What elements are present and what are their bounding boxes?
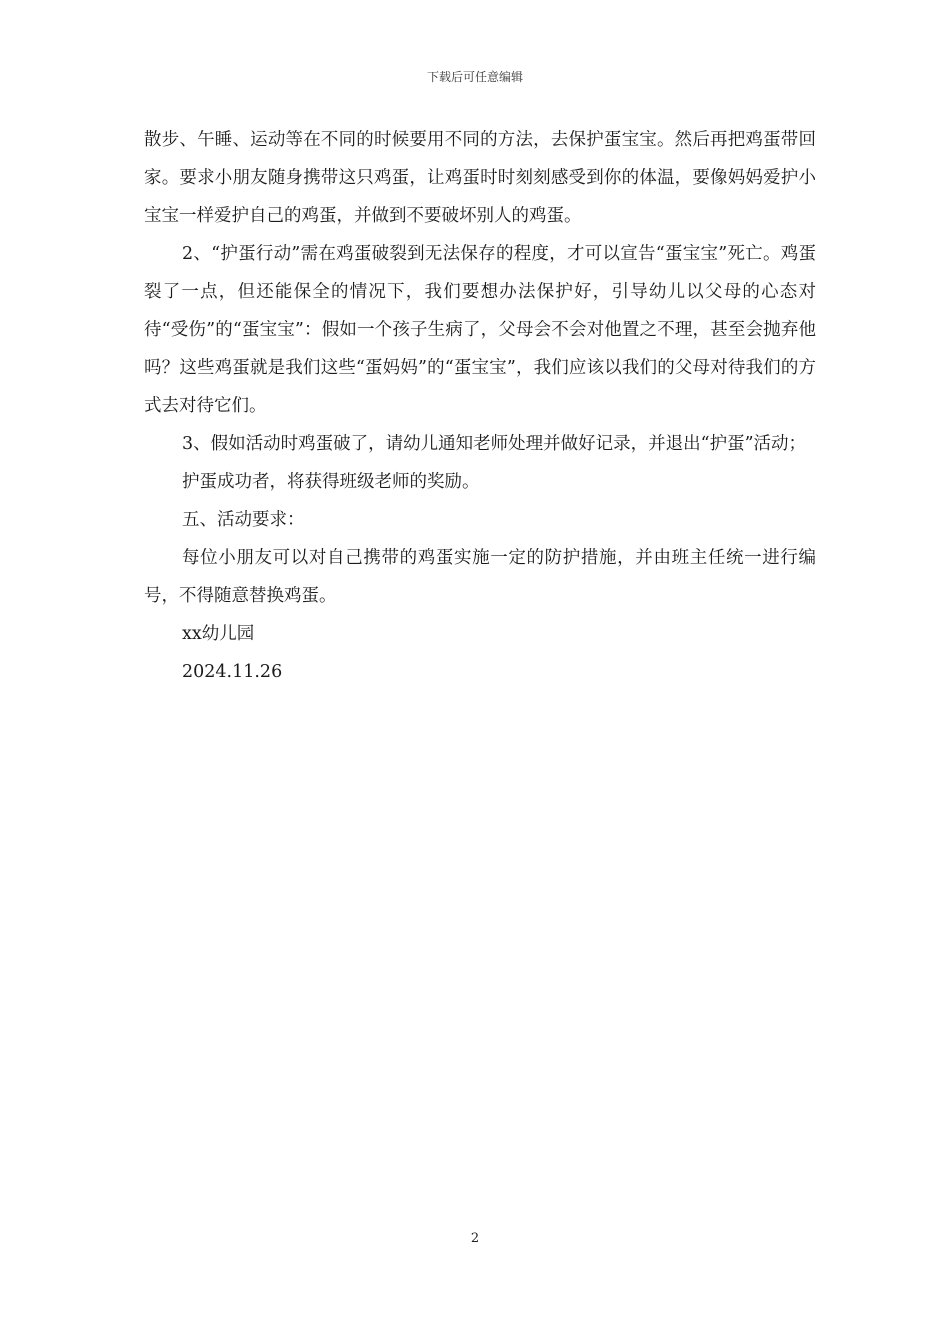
signature-date: 2024.11.26 (182, 662, 283, 682)
paragraph-item-3: 3、假如活动时鸡蛋破了，请幼儿通知老师处理并做好记录，并退出“护蛋”活动； (182, 434, 807, 454)
signature-organization: xx幼儿园 (182, 624, 255, 644)
paragraph-continuation: 散步、午睡、运动等在不同的时候要用不同的方法，去保护蛋宝宝。然后再把鸡蛋带回家。要求小朋友随身携带这只鸡蛋，让鸡蛋时时刻刻感受到你的体温，要像妈妈爱护小宝宝一样爱护自己的鸡蛋，并做到不要破坏别人的鸡蛋。 (144, 130, 816, 226)
paragraph-item-2: 2、“护蛋行动”需在鸡蛋破裂到无法保存的程度，才可以宣告“蛋宝宝”死亡。鸡蛋裂了一点，但还能保全的情况下，我们要想办法保护好，引导幼儿以父母的心态对待“受伤”的“蛋宝宝”：假如一个孩子生病了，父母会不会对他置之不理，甚至会抛弃他吗？这些鸡蛋就是我们这些“蛋妈妈”的“蛋宝宝”，我们应该以我们的父母对待我们的方式去对待它们。 (144, 244, 816, 416)
paragraph-reward: 护蛋成功者，将获得班级老师的奖励。 (182, 472, 480, 492)
page-header: 下载后可任意编辑 (426, 70, 523, 84)
document-body (144, 121, 816, 691)
page-number: 2 (470, 1231, 480, 1246)
section-heading-requirements: 五、活动要求： (182, 510, 305, 530)
paragraph-requirements: 每位小朋友可以对自己携带的鸡蛋实施一定的防护措施，并由班主任统一进行编号，不得随意替换鸡蛋。 (144, 548, 816, 606)
